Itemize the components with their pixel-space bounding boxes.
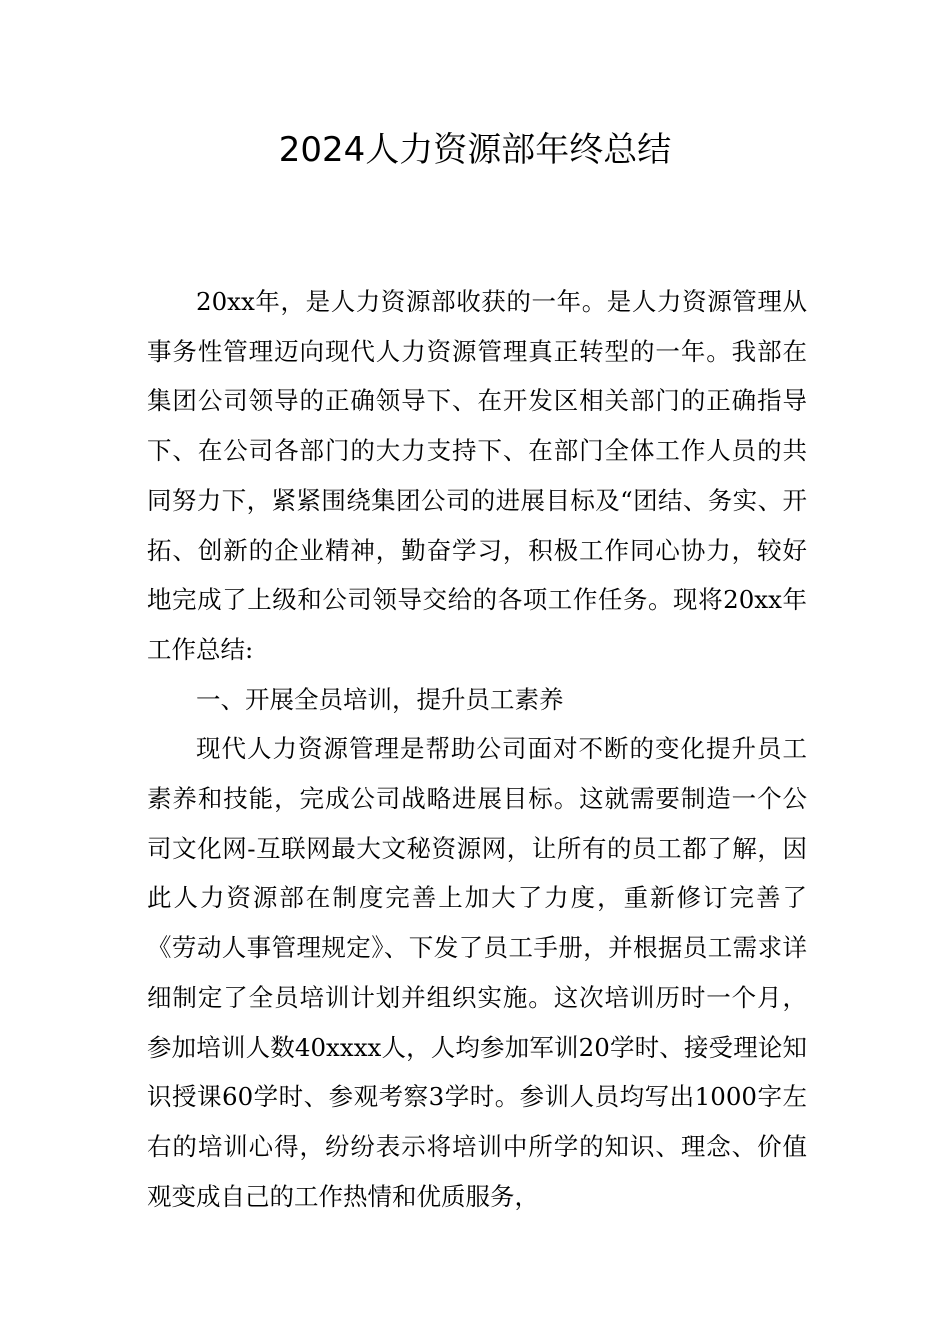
paragraph-intro: 20xx年，是人力资源部收获的一年。是人力资源管理从事务性管理迈向现代人力资源管理真正转型的一年。我部在集团公司领导的正确领导下、在开发区相关部门的正确指导下、在公司各部门的大力支持下、在部门全体工作人员的共同努力下，紧紧围绕集团公司的进展目标及“团结、务实、开拓、创新的企业精神，勤奋学习，积极工作同心协力，较好地完成了上级和公司领导交给的各项工作任务。现将20xx年工作总结: [147,287,807,664]
document-body [147,277,807,1221]
paragraph-training: 现代人力资源管理是帮助公司面对不断的变化提升员工素养和技能，完成公司战略进展目标。这就需要制造一个公司文化网-互联网最大文秘资源网，让所有的员工都了解，因此人力资源部在制度完善上加大了力度，重新修订完善了《劳动人事管理规定》、下发了员工手册，并根据员工需求详细制定了全员培训计划并组织实施。这次培训历时一个月，参加培训人数40xxxx人，人均参加军训20学时、接受理论知识授课60学时、参观考察3学时。参训人员均写出1000字左右的培训心得，纷纷表示将培训中所学的知识、理念、价值观变成自己的工作热情和优质服务， [147,734,807,1211]
document-title: 2024人力资源部年终总结 [278,130,672,170]
section-heading-training: 一、开展全员培训，提升员工素养 [196,684,564,714]
